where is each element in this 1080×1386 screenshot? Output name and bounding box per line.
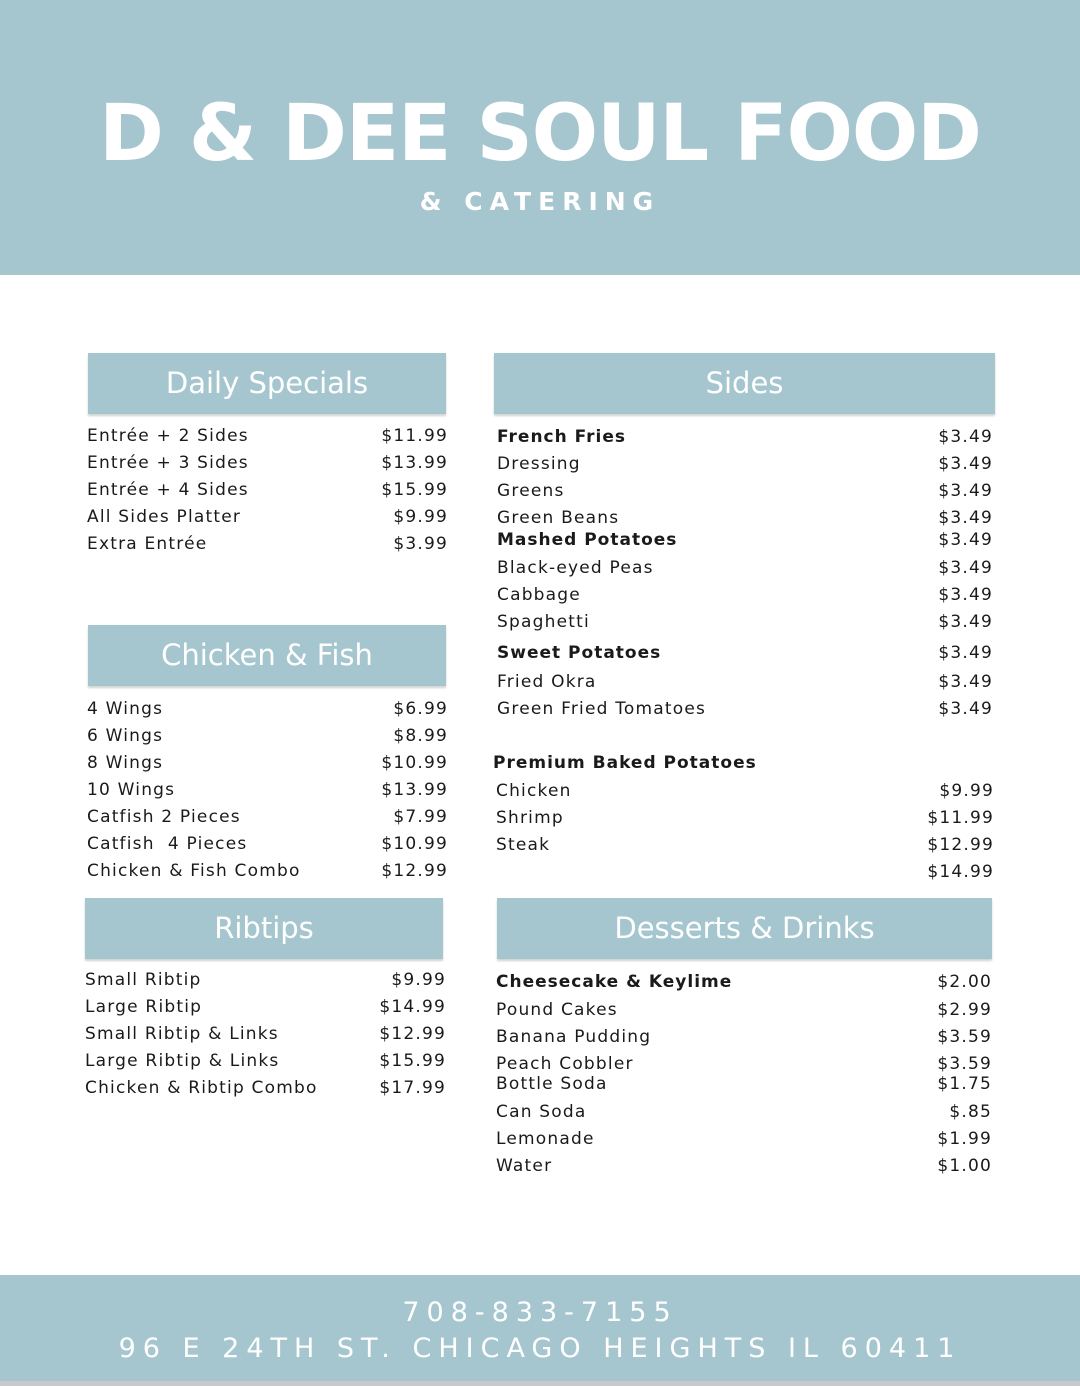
- menu-item: [496, 969, 992, 995]
- menu-item: [496, 997, 992, 1023]
- section-desserts-drinks-header: Desserts & Drinks: [497, 898, 992, 959]
- item-name: Chicken & Ribtip Combo: [85, 1078, 318, 1098]
- item-name: Entrée + 2 Sides: [87, 426, 249, 446]
- item-name: Banana Pudding: [496, 1027, 652, 1047]
- item-price: $9.99: [939, 781, 994, 801]
- item-price: $15.99: [379, 1051, 446, 1071]
- item-price: $10.99: [381, 834, 448, 854]
- item-price: $7.99: [393, 807, 448, 827]
- item-price: $2.00: [937, 972, 992, 992]
- item-name: Small Ribtip: [85, 970, 202, 990]
- menu-item: [87, 531, 448, 557]
- item-price: $8.99: [393, 726, 448, 746]
- menu-item: [496, 1126, 992, 1152]
- item-name: Pound Cakes: [496, 1000, 618, 1020]
- item-name: Catfish 4 Pieces: [87, 834, 248, 854]
- item-name: Greens: [497, 481, 565, 501]
- menu-item: [496, 805, 994, 831]
- item-name: 8 Wings: [87, 753, 164, 773]
- item-price: $13.99: [381, 453, 448, 473]
- item-price: $13.99: [381, 780, 448, 800]
- item-name: Water: [496, 1156, 553, 1176]
- item-name: Dressing: [497, 454, 581, 474]
- item-price: $3.49: [938, 612, 993, 632]
- item-name: Black-eyed Peas: [497, 558, 654, 578]
- section-ribtips-header: Ribtips: [85, 898, 443, 959]
- item-price: $1.00: [937, 1156, 992, 1176]
- item-price: $1.99: [937, 1129, 992, 1149]
- item-price: $11.99: [381, 426, 448, 446]
- item-name: Cheesecake & Keylime: [496, 972, 733, 992]
- item-name: Cabbage: [497, 585, 581, 605]
- item-price: $3.49: [938, 558, 993, 578]
- menu-item: [85, 967, 446, 993]
- item-name: Catfish 2 Pieces: [87, 807, 241, 827]
- menu-item: [85, 1075, 446, 1101]
- premium-baked-potatoes-heading: Premium Baked Potatoes: [493, 753, 757, 773]
- menu-item: [87, 723, 448, 749]
- item-name: Chicken & Fish Combo: [87, 861, 301, 881]
- item-name: Large Ribtip & Links: [85, 1051, 280, 1071]
- item-name: Bottle Soda: [496, 1074, 608, 1094]
- menu-item: [87, 750, 448, 776]
- item-name: Entrée + 3 Sides: [87, 453, 249, 473]
- menu-item-extra-price: [496, 859, 994, 885]
- menu-item: [496, 1099, 992, 1125]
- menu-item: [85, 994, 446, 1020]
- menu-item: [497, 640, 993, 666]
- item-name: Sweet Potatoes: [497, 643, 662, 663]
- footer-banner: [0, 1275, 1080, 1386]
- bottom-edge: [0, 1381, 1080, 1386]
- item-name: Peach Cobbler: [496, 1054, 634, 1074]
- menu-item: [87, 858, 448, 884]
- section-sides-header: Sides: [494, 353, 995, 414]
- item-name: French Fries: [497, 427, 627, 447]
- item-price: $3.59: [937, 1027, 992, 1047]
- item-price: $11.99: [927, 808, 994, 828]
- item-price: $17.99: [379, 1078, 446, 1098]
- item-name: 4 Wings: [87, 699, 164, 719]
- menu-item: [87, 450, 448, 476]
- item-name: 6 Wings: [87, 726, 164, 746]
- menu-item: [497, 451, 993, 477]
- item-price: $.85: [949, 1102, 992, 1122]
- item-price: $9.99: [391, 970, 446, 990]
- item-price: $1.75: [937, 1074, 992, 1094]
- item-name: 10 Wings: [87, 780, 176, 800]
- item-price: $9.99: [393, 507, 448, 527]
- restaurant-title: D & DEE SOUL FOOD: [99, 89, 981, 179]
- item-price: $12.99: [381, 861, 448, 881]
- menu-item: [87, 477, 448, 503]
- menu-item: [87, 504, 448, 530]
- menu-item: [497, 669, 993, 695]
- item-price: $3.49: [938, 508, 993, 528]
- item-price: $3.49: [938, 643, 993, 663]
- section-daily-specials-header: Daily Specials: [88, 353, 446, 414]
- item-price: $6.99: [393, 699, 448, 719]
- menu-item: [87, 777, 448, 803]
- item-price: $10.99: [381, 753, 448, 773]
- menu-item: [497, 582, 993, 608]
- restaurant-subtitle: & CATERING: [419, 187, 661, 216]
- menu-item: [497, 478, 993, 504]
- menu-item: [497, 609, 993, 635]
- menu-item: [496, 1024, 992, 1050]
- menu-item: [496, 1071, 992, 1097]
- item-name: Can Soda: [496, 1102, 587, 1122]
- item-price: $12.99: [379, 1024, 446, 1044]
- menu-item: [87, 804, 448, 830]
- item-price: $3.49: [938, 699, 993, 719]
- item-price: $3.49: [938, 585, 993, 605]
- item-name: All Sides Platter: [87, 507, 242, 527]
- menu-item: [497, 555, 993, 581]
- item-price: $3.59: [937, 1054, 992, 1074]
- menu-item: [496, 778, 994, 804]
- item-price: $14.99: [927, 862, 994, 882]
- section-chicken-fish-header: Chicken & Fish: [88, 625, 446, 686]
- item-price: $3.49: [938, 530, 993, 550]
- item-price: $3.49: [938, 427, 993, 447]
- item-name: Fried Okra: [497, 672, 597, 692]
- menu-item: [497, 696, 993, 722]
- item-price: $3.49: [938, 454, 993, 474]
- menu-item: [496, 832, 994, 858]
- phone-number: 708-833-7155: [402, 1297, 678, 1328]
- item-name: Chicken: [496, 781, 572, 801]
- item-name: Lemonade: [496, 1129, 595, 1149]
- menu-item: [87, 831, 448, 857]
- item-price: $3.49: [938, 481, 993, 501]
- menu-item: [496, 1153, 992, 1179]
- item-name: Mashed Potatoes: [497, 530, 678, 550]
- item-price: $12.99: [927, 835, 994, 855]
- item-price: $3.99: [393, 534, 448, 554]
- item-price: $3.49: [938, 672, 993, 692]
- menu-item: [497, 424, 993, 450]
- item-price: $14.99: [379, 997, 446, 1017]
- item-price: $2.99: [937, 1000, 992, 1020]
- item-name: Entrée + 4 Sides: [87, 480, 249, 500]
- item-name: Spaghetti: [497, 612, 590, 632]
- item-name: Shrimp: [496, 808, 564, 828]
- item-name: Green Beans: [497, 508, 620, 528]
- menu-item: [87, 696, 448, 722]
- item-name: Green Fried Tomatoes: [497, 699, 707, 719]
- item-name: Large Ribtip: [85, 997, 203, 1017]
- item-name: Steak: [496, 835, 551, 855]
- item-price: $15.99: [381, 480, 448, 500]
- menu-item: [497, 527, 993, 553]
- menu-item: [85, 1021, 446, 1047]
- address: 96 E 24TH ST. CHICAGO HEIGHTS IL 60411: [118, 1333, 962, 1364]
- item-name: Small Ribtip & Links: [85, 1024, 279, 1044]
- item-name: Extra Entrée: [87, 534, 208, 554]
- menu-item: [85, 1048, 446, 1074]
- menu-item: [87, 423, 448, 449]
